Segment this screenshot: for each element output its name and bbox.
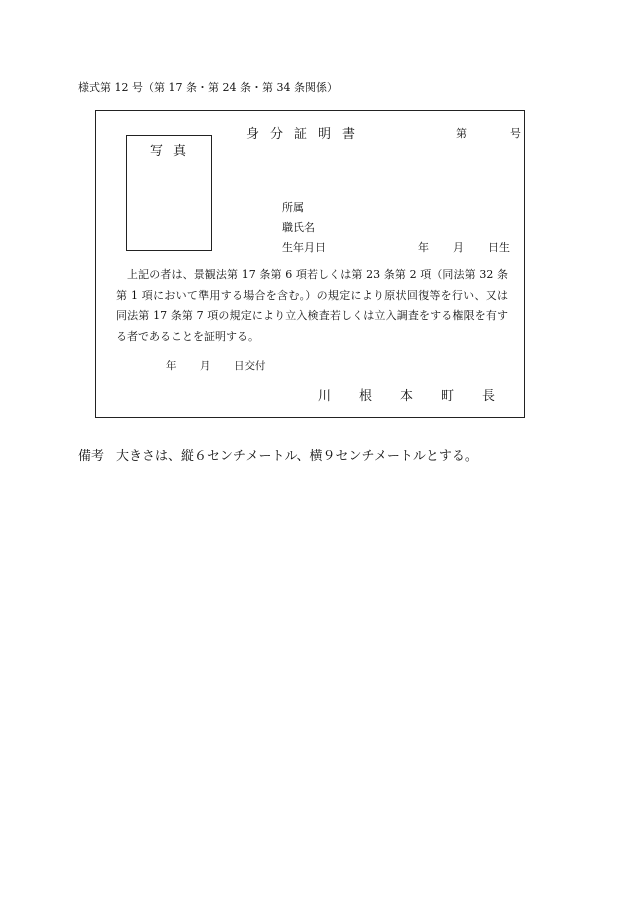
birth-year-label: 年 <box>418 241 429 254</box>
certificate-number-suffix: 号 <box>510 127 521 140</box>
form-number-label: 様式第 12 号（第 17 条・第 24 条・第 34 条関係） <box>78 81 338 94</box>
certification-paragraph: 上記の者は、景観法第 17 条第 6 項若しくは第 23 条第 2 項（同法第 32 条第 1 項において準用する場合を含む。）の規定により原状回復等を行い、又は同法第 17 条第 7 項の規定により立入検査若しくは立入調査をする権限を有する者であることを証明する。 <box>116 268 508 343</box>
field-name: 職氏名 <box>282 221 315 234</box>
remark-text: 大きさは、縦６センチメートル、横９センチメートルとする。 <box>116 449 478 464</box>
remark <box>78 445 478 464</box>
photo-placeholder <box>126 135 212 251</box>
field-affiliation: 所属 <box>282 201 304 214</box>
birth-day-label: 日生 <box>488 241 510 254</box>
id-card <box>95 110 525 418</box>
field-birthdate: 生年月日 <box>282 241 326 254</box>
issue-day-label: 日交付 <box>234 360 266 372</box>
photo-label: 写真 <box>149 144 196 159</box>
remark-label: 備考 <box>78 449 105 464</box>
issuer-signature: 川根本町長 <box>318 389 524 404</box>
issue-month-label: 月 <box>200 360 211 372</box>
certificate-number-prefix: 第 <box>456 127 467 140</box>
birth-month-label: 月 <box>453 241 464 254</box>
card-title: 身分証明書 <box>246 127 367 142</box>
issue-year-label: 年 <box>166 360 177 372</box>
certification-text <box>116 265 508 347</box>
